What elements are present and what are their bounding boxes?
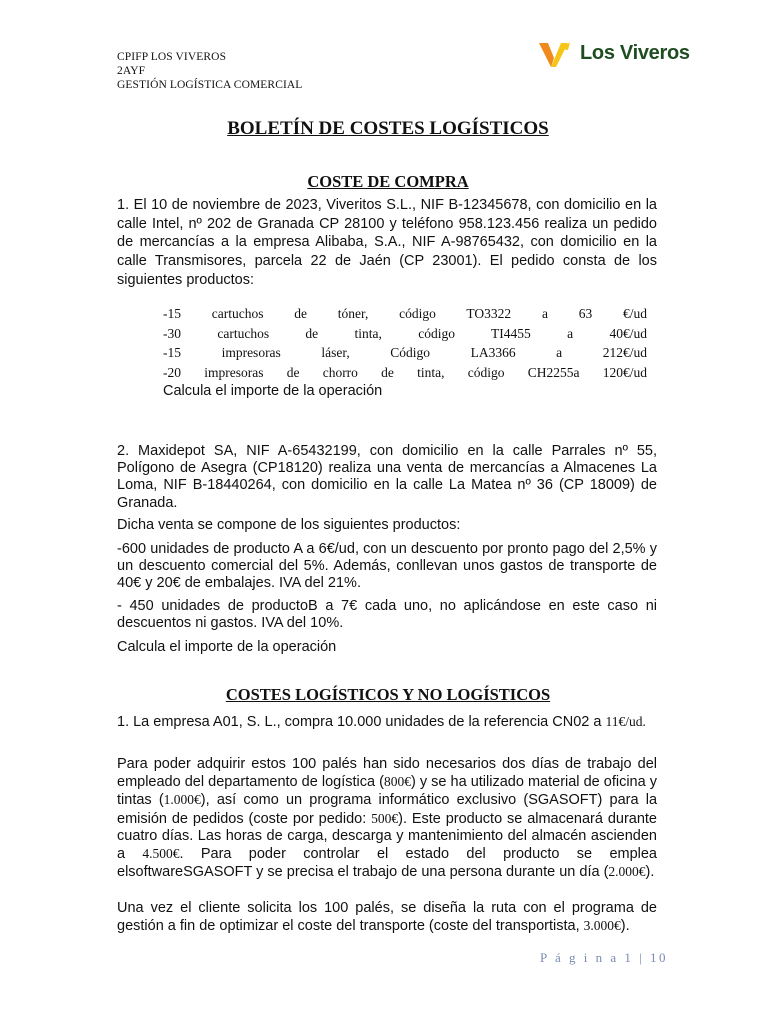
- product-list: [163, 304, 647, 382]
- section-title-costes-logisticos: COSTES LOGÍSTICOS Y NO LOGÍSTICOS: [225, 685, 551, 704]
- text-run: ).: [645, 864, 655, 881]
- section-title-coste-compra: COSTE DE COMPRA: [307, 172, 469, 191]
- text-run: ), así como un programa informático exclusivo (SGASOFT) para la emisión de pedidos (coste por pedido:: [117, 792, 658, 827]
- page-number: P á g i n a 1 | 10: [540, 950, 669, 965]
- document-header: [117, 50, 302, 93]
- list-item: -15 cartuchos de tóner, código TO3322 a 63 €/ud: [163, 306, 647, 321]
- header-school: CPIFP LOS VIVEROS: [117, 51, 227, 63]
- text-run: Una vez el cliente solicita los 100 palés, se diseña la ruta con el programa de gestión a fin de optimizar el coste del transporte (coste del transportista,: [117, 900, 657, 935]
- cost-value: 2.000€: [608, 864, 646, 880]
- text-run: ) y se ha utilizado material de oficina y tintas (: [117, 774, 657, 809]
- cost-value: 1.000€: [163, 792, 201, 808]
- list-item: -15 impresoras láser, Código LA3366 a 212€/ud: [163, 345, 647, 361]
- cost-value: 500€: [371, 810, 399, 826]
- header-subject: GESTIÓN LOGÍSTICA COMERCIAL: [117, 79, 303, 92]
- cost-value: 3.000€: [583, 918, 621, 934]
- logistics-exercise-1-text: 1. La empresa A01, S. L., compra 10.000 unidades de la referencia CN02 a: [117, 714, 606, 730]
- unit-price: 11€/ud.: [605, 714, 646, 729]
- transport-paragraph: [117, 900, 657, 935]
- exercise-1-text: 1. El 10 de noviembre de 2023, Viveritos S.L., NIF B-12345678, con domicilio en la calle Intel, nº 202 de Granada CP 28100 y teléfono 958.123.456 realiza un pedido de mercancías a la empresa Alibaba, S.A., NIF A-98765432, con domicilio en la calle Transmisores, parcela 22 de Jaén (CP 23001). El pedido consta de los siguientes productos:: [117, 197, 657, 288]
- list-item: -20 impresoras de chorro de tinta, código CH2255a 120€/ud: [163, 364, 647, 380]
- exercise-2-item-b: - 450 unidades de productoB a 7€ cada uno, no aplicándose en este caso ni descuentos ni gastos. IVA del 10%.: [117, 598, 657, 632]
- exercise-1-instruction: Calcula el importe de la operación: [163, 383, 383, 399]
- cost-value: 4.500€: [142, 846, 180, 862]
- text-run: ).: [620, 918, 630, 935]
- exercise-2-text: 2. Maxidepot SA, NIF A-65432199, con domicilio en la calle Parrales nº 55, Polígono de Asegra (CP18120) realiza una venta de mercancías a Almacenes La Loma, NIF B-18440264, con domicilio en la calle La Matea nº 36 (CP 18009) de Granada.: [117, 443, 657, 511]
- header-course: 2AYF: [117, 65, 146, 78]
- logistics-costs-paragraph: [117, 756, 657, 881]
- v-mark-icon: [538, 40, 578, 70]
- text-run: . Para poder controlar el estado del producto se emplea elsoftwareSGASOFT y se precisa el trabajo de una persona durante un día (: [117, 846, 658, 881]
- text-run: ). Este producto se almacenará durante cuatro días. Las horas de carga, descarga y mantenimiento del almacén ascienden a: [117, 810, 657, 863]
- page-title: BOLETÍN DE COSTES LOGÍSTICOS: [227, 118, 549, 139]
- logistics-exercise-1: [117, 713, 657, 731]
- exercise-2-instruction: Calcula el importe de la operación: [117, 639, 337, 655]
- list-item: -30 cartuchos de tinta, código TI4455 a 40€/ud: [163, 325, 647, 341]
- text-run: Para poder adquirir estos 100 palés han sido necesarios dos días de trabajo del empleado del departamento de logística (: [117, 756, 657, 791]
- exercise-2-intro: Dicha venta se compone de los siguientes productos:: [117, 517, 461, 533]
- logo-text: Los Viveros: [580, 42, 690, 64]
- cost-value: 800€: [383, 774, 411, 790]
- exercise-2-item-a: -600 unidades de producto A a 6€/ud, con un descuento por pronto pago del 2,5% y un descuento comercial del 5%. Además, conllevan unos gastos de transporte de 40€ y 20€ de embalajes. IVA del 21%.: [117, 541, 657, 592]
- los-viveros-logo: [538, 40, 698, 70]
